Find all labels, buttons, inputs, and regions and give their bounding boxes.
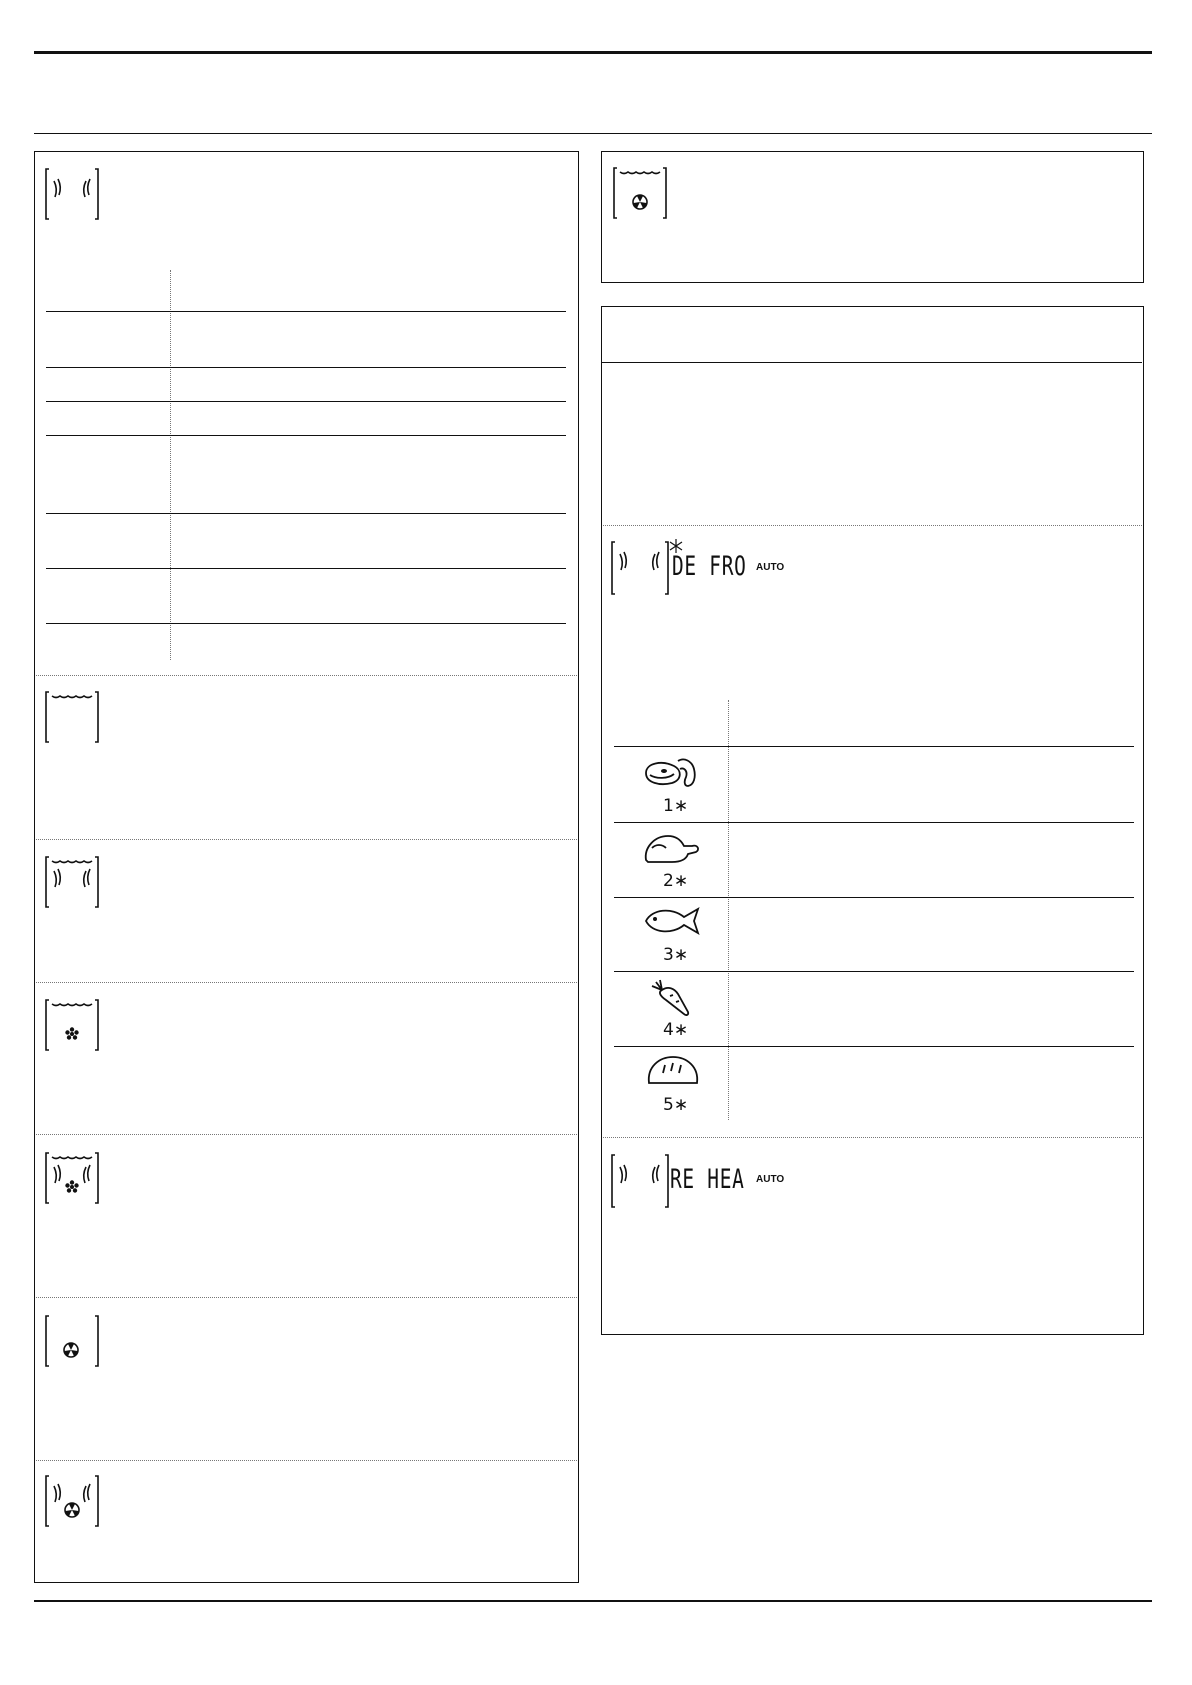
microwave-bracket-icon [610,1153,670,1209]
section-divider [603,525,1142,526]
grill-mode-icon [44,690,100,744]
fan-mode-icon [44,1314,100,1368]
microwave-bracket-icon [610,540,670,596]
section-divider [36,839,577,840]
defrost-table-column-divider [728,700,729,1120]
grill-fan-oven-mode-icon [612,166,668,220]
microwave-grill-mode-icon [44,855,100,909]
vegetable-icon [648,978,698,1018]
defrost-table-row-line [614,971,1134,972]
grill-fan-panel [601,151,1144,283]
power-table-row-line [46,435,566,436]
section-divider [36,1460,577,1461]
bread-icon [645,1053,701,1087]
top-rule [34,51,1152,54]
power-table-row-line [46,623,566,624]
defrost-table-row-line [614,822,1134,823]
program-number-4: 4∗ [663,1020,689,1040]
meat-icon [642,755,704,791]
power-table-row-line [46,367,566,368]
auto-programs-header-rule [601,362,1142,363]
section-divider [36,982,577,983]
defrost-table-row-line [614,746,1134,747]
program-number-5: 5∗ [663,1095,689,1115]
power-table-column-divider [170,270,171,660]
microwave-grill-fan-mode-icon [44,1151,100,1205]
defrost-table-row-line [614,1046,1134,1047]
program-number-3: 3∗ [663,945,689,965]
defrost-display-text: DE FRO [672,551,747,582]
power-table-row-line [46,311,566,312]
power-table-row-line [46,401,566,402]
reheat-display-text: RE HEA [670,1164,745,1195]
poultry-icon [642,830,704,866]
section-divider [36,1134,577,1135]
header-rule [34,133,1152,134]
footer-rule [34,1600,1152,1602]
section-divider [36,675,577,676]
left-modes-panel [34,151,579,1583]
defrost-auto-label: AUTO [756,562,785,573]
program-number-1: 1∗ [663,796,689,816]
fish-icon [642,903,704,939]
microwave-mode-icon [44,167,100,221]
reheat-auto-label: AUTO [756,1174,785,1185]
power-table-row-line [46,568,566,569]
defrost-table-row-line [614,897,1134,898]
program-number-2: 2∗ [663,871,689,891]
section-divider [603,1137,1142,1138]
microwave-fan-mode-icon [44,1474,100,1528]
power-table-row-line [46,513,566,514]
section-divider [36,1297,577,1298]
grill-fan-mode-icon [44,998,100,1052]
